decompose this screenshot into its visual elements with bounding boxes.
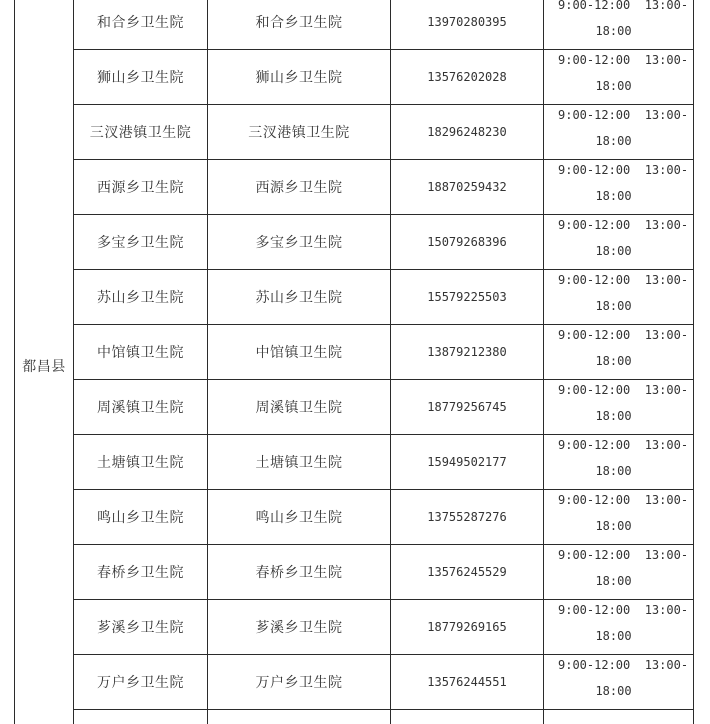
hours-line-2: 18:00 bbox=[595, 464, 632, 478]
table-row bbox=[15, 270, 694, 325]
hours-cell bbox=[544, 156, 694, 211]
table-row bbox=[15, 0, 694, 50]
unit-cell: 西源乡卫生院 bbox=[74, 160, 208, 215]
hours-line-2: 18:00 bbox=[595, 629, 632, 643]
site-cell: 三汊港镇卫生院 bbox=[208, 105, 391, 160]
unit-cell: 鸣山乡卫生院 bbox=[74, 490, 208, 545]
unit-cell: 芗溪乡卫生院 bbox=[74, 600, 208, 655]
unit-cell: 和合乡卫生院 bbox=[74, 0, 208, 50]
site-cell: 中馆镇卫生院 bbox=[208, 325, 391, 380]
table-row bbox=[15, 545, 694, 600]
hours-line-1: 9:00-12:00 13:00- bbox=[558, 548, 689, 562]
phone-cell: 18779269165 bbox=[391, 600, 544, 655]
hours-line-1: 9:00-12:00 13:00- bbox=[558, 493, 689, 507]
unit-cell: 多宝乡卫生院 bbox=[74, 215, 208, 270]
hours-cell bbox=[544, 651, 694, 706]
unit-cell: 三汊港镇卫生院 bbox=[74, 105, 208, 160]
site-cell: 鸣山乡卫生院 bbox=[208, 490, 391, 545]
site-cell: 和合乡卫生院 bbox=[208, 0, 391, 50]
phone-cell: 15079268396 bbox=[391, 215, 544, 270]
empty-cell bbox=[208, 710, 391, 724]
site-cell: 狮山乡卫生院 bbox=[208, 50, 391, 105]
table-row bbox=[15, 655, 694, 710]
hours-line-2: 18:00 bbox=[595, 189, 632, 203]
hours-cell bbox=[544, 101, 694, 156]
unit-cell: 苏山乡卫生院 bbox=[74, 270, 208, 325]
phone-cell: 13970280395 bbox=[391, 0, 544, 50]
unit-cell: 周溪镇卫生院 bbox=[74, 380, 208, 435]
hours-line-2: 18:00 bbox=[595, 79, 632, 93]
hours-line-2: 18:00 bbox=[595, 244, 632, 258]
table-row bbox=[15, 160, 694, 215]
site-cell: 多宝乡卫生院 bbox=[208, 215, 391, 270]
clinic-table bbox=[14, 0, 694, 724]
phone-cell: 13576245529 bbox=[391, 545, 544, 600]
hours-cell bbox=[544, 486, 694, 541]
hours-line-2: 18:00 bbox=[595, 134, 632, 148]
site-cell: 西源乡卫生院 bbox=[208, 160, 391, 215]
phone-cell: 13576244551 bbox=[391, 655, 544, 710]
phone-cell: 18296248230 bbox=[391, 105, 544, 160]
table-row bbox=[15, 105, 694, 160]
hours-line-1: 9:00-12:00 13:00- bbox=[558, 438, 689, 452]
hours-line-2: 18:00 bbox=[595, 24, 632, 38]
unit-cell: 中馆镇卫生院 bbox=[74, 325, 208, 380]
empty-cell bbox=[74, 710, 208, 724]
table-row bbox=[15, 325, 694, 380]
phone-cell: 13879212380 bbox=[391, 325, 544, 380]
hours-cell bbox=[544, 541, 694, 596]
hours-line-1: 9:00-12:00 13:00- bbox=[558, 328, 689, 342]
table-row-partial bbox=[15, 710, 694, 724]
hours-cell bbox=[544, 321, 694, 376]
hours-line-2: 18:00 bbox=[595, 684, 632, 698]
phone-cell: 13755287276 bbox=[391, 490, 544, 545]
empty-cell bbox=[544, 710, 694, 724]
table-row bbox=[15, 380, 694, 435]
empty-cell bbox=[391, 710, 544, 724]
phone-cell: 15579225503 bbox=[391, 270, 544, 325]
site-cell: 土塘镇卫生院 bbox=[208, 435, 391, 490]
site-cell: 春桥乡卫生院 bbox=[208, 545, 391, 600]
hours-line-1: 9:00-12:00 13:00- bbox=[558, 108, 689, 122]
site-cell: 芗溪乡卫生院 bbox=[208, 600, 391, 655]
table-row bbox=[15, 435, 694, 490]
hours-line-1: 9:00-12:00 13:00- bbox=[558, 218, 689, 232]
phone-cell: 13576202028 bbox=[391, 50, 544, 105]
hours-line-1: 9:00-12:00 13:00- bbox=[558, 383, 689, 397]
hours-line-1: 9:00-12:00 13:00- bbox=[558, 53, 689, 67]
hours-cell bbox=[544, 376, 694, 431]
unit-cell: 土塘镇卫生院 bbox=[74, 435, 208, 490]
phone-cell: 15949502177 bbox=[391, 435, 544, 490]
table-row bbox=[15, 490, 694, 545]
hours-cell bbox=[544, 596, 694, 651]
hours-line-2: 18:00 bbox=[595, 354, 632, 368]
hours-line-1: 9:00-12:00 13:00- bbox=[558, 603, 689, 617]
hours-line-2: 18:00 bbox=[595, 409, 632, 423]
hours-cell bbox=[544, 46, 694, 101]
hours-line-2: 18:00 bbox=[595, 299, 632, 313]
hours-line-1: 9:00-12:00 13:00- bbox=[558, 273, 689, 287]
site-cell: 万户乡卫生院 bbox=[208, 655, 391, 710]
clinic-table-body bbox=[15, 0, 694, 724]
unit-cell: 万户乡卫生院 bbox=[74, 655, 208, 710]
phone-cell: 18779256745 bbox=[391, 380, 544, 435]
unit-cell: 狮山乡卫生院 bbox=[74, 50, 208, 105]
unit-cell: 春桥乡卫生院 bbox=[74, 545, 208, 600]
hours-line-2: 18:00 bbox=[595, 519, 632, 533]
table-row bbox=[15, 600, 694, 655]
hours-line-1: 9:00-12:00 13:00- bbox=[558, 658, 689, 672]
hours-cell bbox=[544, 431, 694, 486]
county-cell: 都昌县 bbox=[15, 0, 74, 724]
phone-cell: 18870259432 bbox=[391, 160, 544, 215]
table-row bbox=[15, 50, 694, 105]
hours-cell bbox=[544, 266, 694, 321]
hours-line-2: 18:00 bbox=[595, 574, 632, 588]
hours-line-1: 9:00-12:00 13:00- bbox=[558, 163, 689, 177]
table-row bbox=[15, 215, 694, 270]
site-cell: 苏山乡卫生院 bbox=[208, 270, 391, 325]
hours-cell bbox=[544, 211, 694, 266]
hours-line-1: 9:00-12:00 13:00- bbox=[558, 0, 689, 12]
site-cell: 周溪镇卫生院 bbox=[208, 380, 391, 435]
hours-cell bbox=[544, 0, 694, 46]
